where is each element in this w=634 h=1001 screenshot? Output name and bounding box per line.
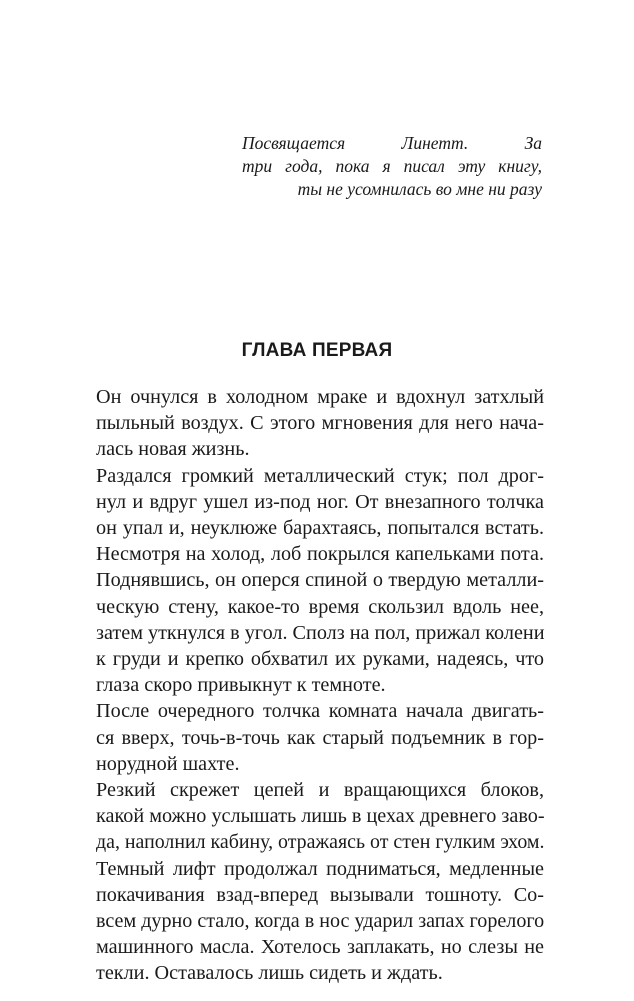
text-line: да, наполнил кабину, отражаясь от стен гулким эхом. [96, 831, 545, 854]
dedication-line: три года, пока я писал эту книгу, [242, 156, 542, 176]
text-line: какой можно услышать лишь в цехах древнего заво- [96, 805, 545, 828]
text-line: нул и вдруг ушел из-под ног. От внезапного толчка [96, 490, 544, 513]
text-line: После очередного толчка комната начала двигать- [96, 700, 544, 723]
text-line: Он очнулся в холодном мраке и вдохнул затхлый [96, 386, 544, 408]
text-line: машинного масла. Хотелось заплакать, но слезы не [96, 936, 544, 959]
text-line: норудной шахте. [96, 752, 240, 775]
text-line: к груди и крепко обхватил их руками, надеясь, что [96, 648, 544, 671]
chapter-title: ГЛАВА ПЕРВАЯ [241, 340, 393, 361]
text-line: текли. Оставалось лишь сидеть и ждать. [96, 962, 443, 985]
text-line: всем дурно стало, когда в нос ударил запах горелого [96, 910, 545, 933]
text-line: Темный лифт продолжал подниматься, медленные [96, 857, 544, 880]
text-line: Несмотря на холод, лоб покрылся капельками пота. [96, 543, 544, 566]
dedication-line: Посвящается Линетт. За [242, 133, 542, 153]
text-line: ческую стену, какое-то время скользил вдоль нее, [96, 595, 544, 618]
body-text [96, 384, 544, 987]
text-line: Поднявшись, он оперся спиной о твердую металли- [96, 569, 544, 592]
dedication [242, 132, 542, 201]
text-line: Резкий скрежет цепей и вращающихся блоков, [96, 779, 544, 802]
text-line: покачивания взад-вперед вызывали тошноту. Со- [96, 883, 544, 906]
text-line: ся вверх, точь-в-точь как старый подъемник в гор- [96, 726, 544, 749]
text-line: лась новая жизнь. [96, 438, 250, 461]
text-line: Раздался громкий металлический стук; пол дрог- [96, 464, 544, 487]
text-line: затем уткнулся в угол. Сполз на пол, прижал колени [96, 621, 545, 644]
dedication-line: ты не усомнилась во мне ни разу [297, 179, 542, 199]
text-line: он упал и, неуклюже барахтаясь, попытался встать. [96, 517, 544, 540]
text-line: пыльный воздух. С этого мгновения для него нача- [96, 412, 544, 435]
text-line: глаза скоро привыкнут к темноте. [96, 674, 386, 697]
